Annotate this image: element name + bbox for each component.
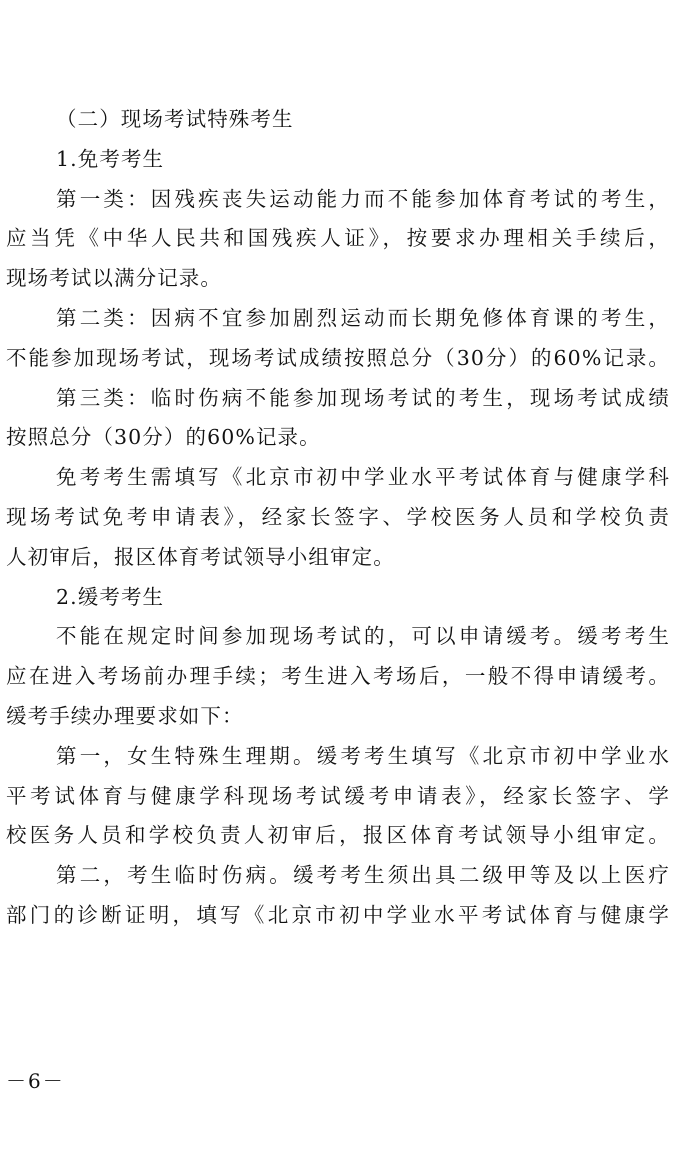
text-line: 第一类：因残疾丧失运动能力而不能参加体育考试的考生，: [56, 186, 670, 211]
text-line: 应当凭《中华人民共和国残疾人证》，按要求办理相关手续后，: [6, 226, 670, 251]
text-line: 校医务人员和学校负责人初审后，报区体育考试领导小组审定。: [6, 823, 670, 848]
text-line: 平考试体育与健康学科现场考试缓考申请表》，经家长签字、学: [6, 783, 670, 808]
text-line: 部门的诊断证明，填写《北京市初中学业水平考试体育与健康学: [6, 902, 670, 927]
text-line: 按照总分（30分）的60%记录。: [6, 425, 321, 450]
text-line: 不能在规定时间参加现场考试的，可以申请缓考。缓考考生: [56, 624, 670, 649]
text-line: 第二类：因病不宜参加剧烈运动而长期免修体育课的考生，: [56, 305, 670, 330]
text-line: 免考考生需填写《北京市初中学业水平考试体育与健康学科: [56, 465, 670, 490]
section-heading: （二）现场考试特殊考生: [56, 107, 294, 131]
text-line: 应在进入考场前办理手续；考生进入考场后，一般不得申请缓考。: [6, 664, 670, 689]
text-line: 现场考试免考申请表》，经家长签字、学校医务人员和学校负责: [6, 504, 670, 529]
text-line: 人初审后，报区体育考试领导小组审定。: [6, 544, 395, 569]
text-line: 缓考手续办理要求如下：: [6, 703, 244, 728]
text-line: 第一，女生特殊生理期。缓考考生填写《北京市初中学业水: [56, 743, 670, 768]
text-line: 现场考试以满分记录。: [6, 266, 222, 291]
subsection-heading-deferred: 2.缓考考生: [56, 584, 165, 609]
text-line: 第二，考生临时伤病。缓考考生须出具二级甲等及以上医疗: [56, 863, 670, 888]
subsection-heading-exempt: 1.免考考生: [56, 146, 165, 171]
text-line: 不能参加现场考试，现场考试成绩按照总分（30分）的60%记录。: [6, 345, 670, 370]
text-line: 第三类：临时伤病不能参加现场考试的考生，现场考试成绩: [56, 385, 670, 410]
document-body: [6, 100, 670, 936]
page-number: －6－: [6, 1069, 65, 1093]
